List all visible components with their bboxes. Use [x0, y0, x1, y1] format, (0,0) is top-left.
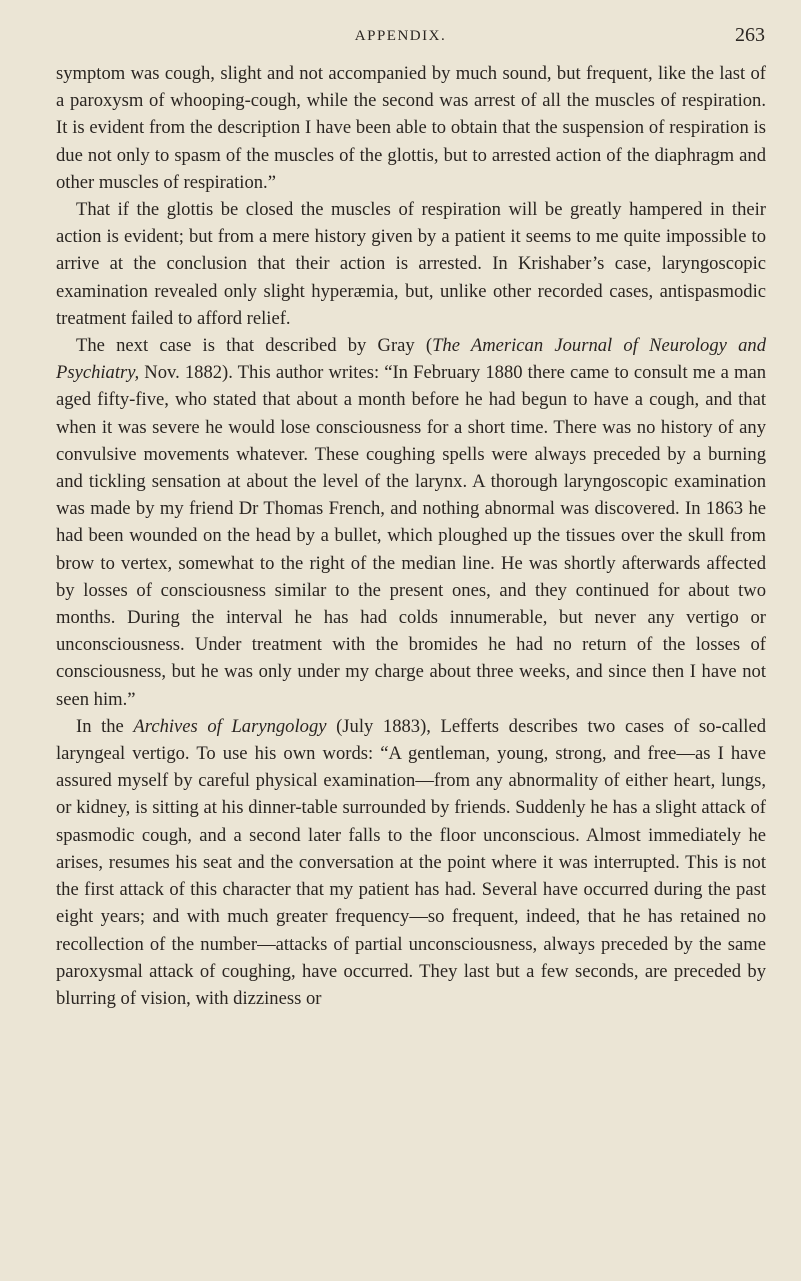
running-title: APPENDIX. — [354, 28, 447, 44]
paragraph-gray — [56, 332, 766, 713]
paragraph-gray-quote: Nov. 1882). This author writes: “In February 1880 there came to consult me a man aged fifty-five, who stated that about a month before he had begun to have a cough, and that when it was severe he would lose consciousness for a short time. There was no history of any convulsive movements whatever. These coughing spells were always preceded by a burning and tickling sensation at about the level of the larynx. A thorough laryngoscopic examination was made by my friend Dr Thomas French, and nothing abnormal was discovered. In 1863 he had been wounded on the head by a bullet, which ploughed up the tissues over the skull from brow to vertex, somewhat to the right of the median line. He was shortly afterwards affected by losses of consciousness similar to the present ones, and they continued for about two months. During the interval he has had colds innumerable, but never any vertigo or unconsciousness. Under treatment with the bromides he had no return of the losses of consciousness, but he was only under my charge about three weeks, and since then I have not seen him.” — [56, 362, 766, 710]
paragraph-continued: symptom was cough, slight and not accompanied by much sound, but frequent, like the last of a paroxysm of whooping-cough, while the second was arrest of all the muscles of respiration. It is evident from the description I have been able to obtain that the suspension of respiration is due not only to spasm of the muscles of the glottis, but to arrested action of the diaphragm and other muscles of respiration.” — [56, 63, 766, 193]
journal-title-lefferts: Archives of Laryngology — [133, 715, 327, 737]
paragraph-krishaber: That if the glottis be closed the muscles of respiration will be greatly hampered in their action is evident; but from a mere history given by a patient it seems to me quite impossible to arrive at the conclusion that their action is arrested. In Krishaber’s case, laryngoscopic examination revealed only slight hyperæmia, but, unlike other recorded cases, antispasmodic treatment failed to afford relief. — [56, 199, 766, 329]
running-head — [0, 24, 801, 48]
paragraph-gray-intro: The next case is that described by Gray ( — [76, 335, 433, 357]
text-body — [56, 60, 766, 1012]
paragraph-lefferts-quote: (July 1883), Lefferts describes two cases of so-called laryngeal vertigo. To use his own words: “A gentleman, young, strong, and free—as I have assured myself by careful physical examination—from any abnormality of either heart, lungs, or kidney, is sitting at his dinner-table surrounded by friends. Suddenly he has a slight attack of spasmodic cough, and a second later falls to the floor unconscious. Almost immediately he arises, resumes his seat and the conversation at the point where it was interrupted. This is not the first attack of this character that my patient has had. Several have occurred during the past eight years; and with much greater frequency—so frequent, indeed, that he has retained no recollection of the number—attacks of partial unconsciousness, always preceded by the same paroxysmal attack of coughing, have occurred. They last but a few seconds, are preceded by blurring of vision, with dizziness or — [56, 715, 766, 1009]
paragraph-lefferts — [56, 713, 766, 1012]
journal-title-gray: The American Journal of Neurology and Psychiatry, — [56, 335, 766, 384]
paragraph-lefferts-intro: In the — [76, 715, 134, 737]
page-number: 263 — [735, 24, 765, 46]
